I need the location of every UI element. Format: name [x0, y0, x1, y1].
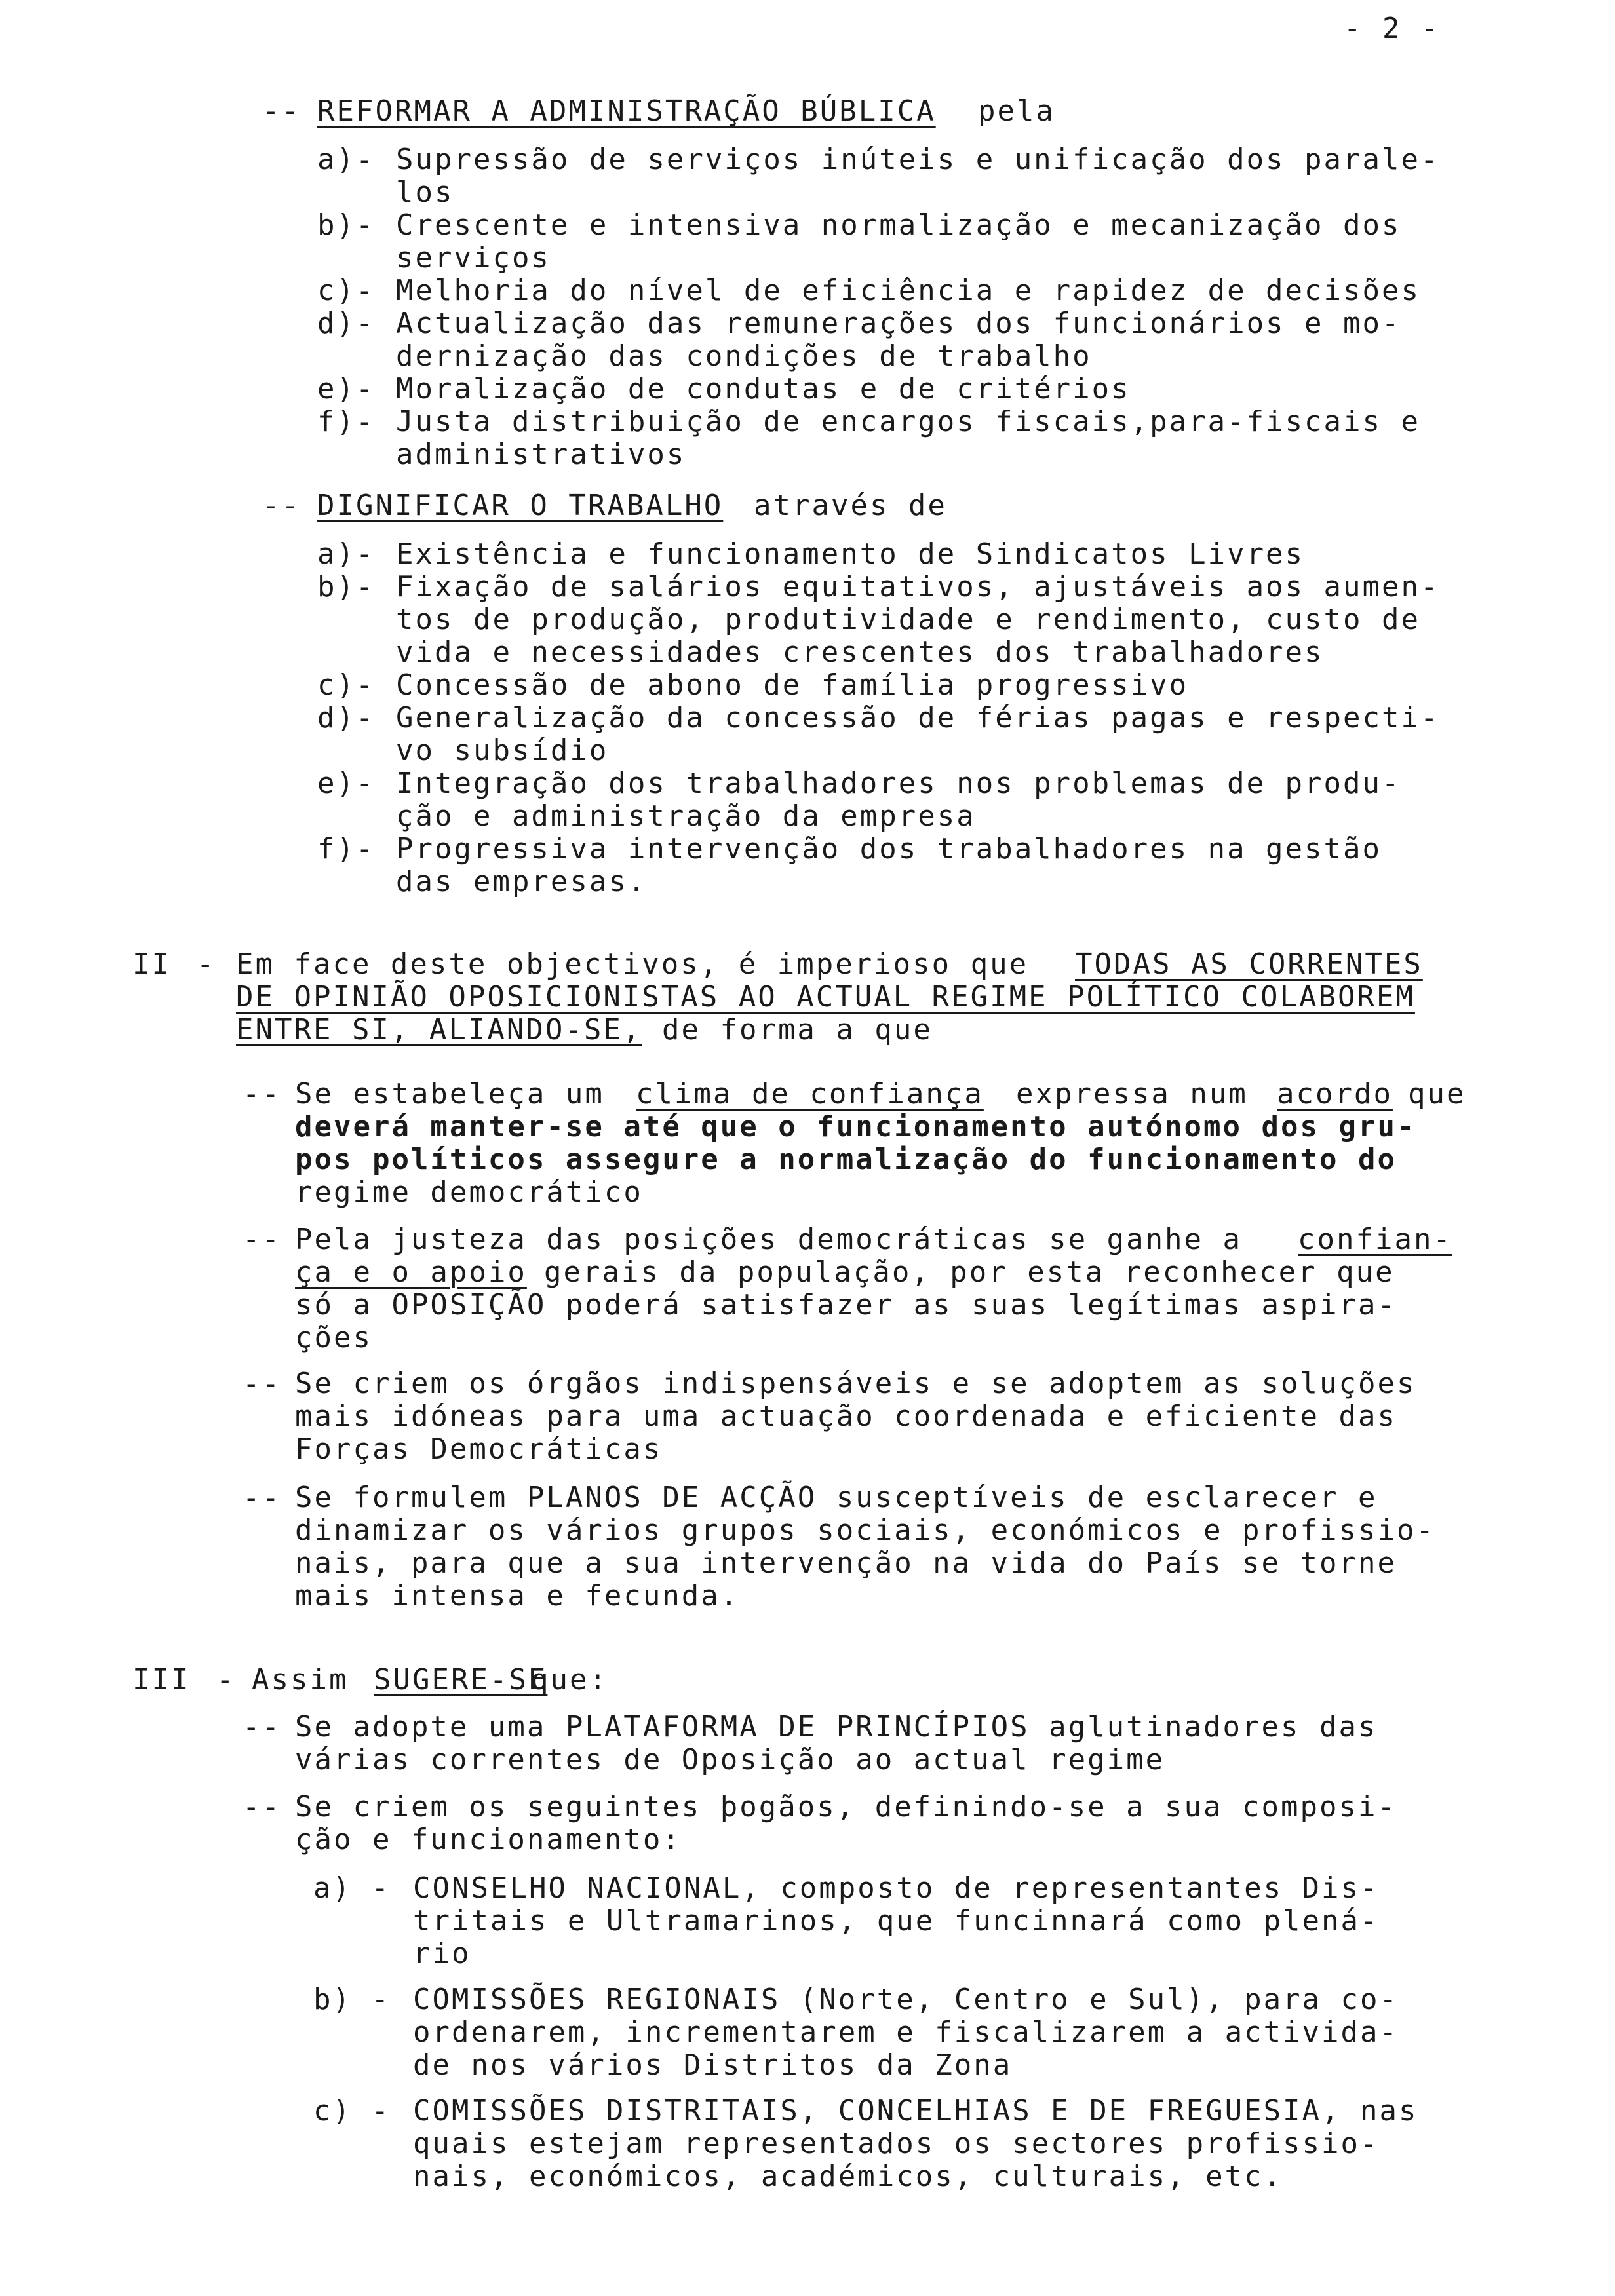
bullet-text: só a OPOSIÇÃO poderá satisfazer as suas legítimas aspira-: [295, 1288, 1397, 1322]
list-item-text: Justa distribuição de encargos fiscais,para-fiscais e: [396, 405, 1420, 438]
list-item-text: Concessão de abono de família progressivo: [396, 668, 1189, 702]
list-item-text: Melhoria do nível de eficiência e rapidez de decisões: [396, 274, 1420, 307]
bullet-text-emphasis: ça e o apoio: [295, 1255, 527, 1289]
section-separator: -: [216, 1663, 236, 1696]
sub-item-text: CONSELHO NACIONAL, composto de representantes Dis-: [413, 1871, 1380, 1905]
sub-item-letter: c) -: [313, 2094, 391, 2128]
sub-item-text: ordenarem, incrementarem e fiscalizarem a activida-: [413, 2016, 1399, 2049]
bullet-dash: --: [243, 1790, 281, 1824]
bullet-text: Se criem os seguintes þogãos, definindo-se a sua composi-: [295, 1790, 1397, 1824]
bullet-text: Se formulem PLANOS DE ACÇÃO susceptíveis de esclarecer e: [295, 1481, 1378, 1514]
list-item-letter: e)-: [317, 767, 376, 800]
bullet-dash: --: [243, 1077, 281, 1111]
bullet-text: dinamizar os vários grupos sociais, económicos e profissio-: [295, 1514, 1435, 1547]
sub-item-letter: a) -: [313, 1871, 391, 1905]
bullet-text: regime democrático: [295, 1176, 643, 1209]
reformar-dash: --: [262, 94, 301, 128]
list-item-text: Crescente e intensiva normalização e mecanização dos: [396, 208, 1401, 242]
page-number: - 2 -: [1344, 12, 1441, 45]
list-item-text: los: [396, 176, 454, 209]
bullet-text: ções: [295, 1321, 372, 1354]
bullet-text-emphasis: acordo: [1277, 1077, 1393, 1111]
bullet-dash: --: [243, 1481, 281, 1514]
list-item-text: Actualização das remunerações dos funcionários e mo-: [396, 307, 1401, 340]
list-item-letter: a)-: [317, 143, 376, 176]
bullet-dash: --: [243, 1710, 281, 1744]
bullet-text: nais, para que a sua intervenção na vida do País se torne: [295, 1546, 1397, 1580]
list-item-text: Fixação de salários equitativos, ajustáveis aos aumen-: [396, 570, 1440, 603]
bullet-text: expressa num: [1016, 1077, 1248, 1111]
list-item-text: dernização das condições de trabalho: [396, 339, 1092, 373]
bullet-text: mais intensa e fecunda.: [295, 1579, 740, 1613]
sub-item-text: COMISSÕES DISTRITAIS, CONCELHIAS E DE FREGUESIA, nas: [413, 2094, 1418, 2128]
bullet-text: Se estabeleça um: [295, 1077, 604, 1111]
list-item-text: Moralização de condutas e de critérios: [396, 372, 1131, 406]
bullet-text: deverá manter-se até que o funcionamento autónomo dos gru-: [295, 1110, 1416, 1143]
dignificar-dash: --: [262, 489, 301, 522]
list-item-letter: e)-: [317, 372, 376, 406]
bullet-text: gerais da população, por esta reconhecer que: [544, 1255, 1395, 1289]
section-numeral: III: [132, 1663, 191, 1696]
sub-item-text: tritais e Ultramarinos, que funcinnará como plená-: [413, 1904, 1380, 1938]
list-item-letter: d)-: [317, 701, 376, 735]
list-item-text: Integração dos trabalhadores nos problemas de produ-: [396, 767, 1401, 800]
sub-item-letter: b) -: [313, 1983, 391, 2016]
list-item-text: Existência e funcionamento de Sindicatos Livres: [396, 537, 1305, 571]
bullet-text: várias correntes de Oposição ao actual regime: [295, 1743, 1165, 1776]
list-item-text: serviços: [396, 241, 551, 275]
section-2-intro-emphasis: TODAS AS CORRENTES: [1075, 947, 1423, 981]
bullet-text: pos políticos assegure a normalização do funcionamento do: [295, 1143, 1397, 1176]
bullet-dash: --: [243, 1367, 281, 1400]
section-2-intro-emphasis: DE OPINIÃO OPOSICIONISTAS AO ACTUAL REGIME POLÍTICO COLABOREM: [236, 980, 1415, 1014]
list-item-text: administrativos: [396, 438, 686, 471]
list-item-text: Generalização da concessão de férias pagas e respecti-: [396, 701, 1440, 735]
section-2-intro: Em face deste objectivos, é imperioso que: [236, 947, 1029, 981]
sub-item-text: quais estejam representados os sectores profissio-: [413, 2127, 1380, 2160]
reformar-heading: REFORMAR A ADMINISTRAÇÃO BÚBLICA: [317, 94, 936, 128]
bullet-text-emphasis: confian-: [1298, 1223, 1452, 1256]
section-separator: -: [197, 947, 216, 981]
list-item-letter: c)-: [317, 274, 376, 307]
list-item-letter: b)-: [317, 570, 376, 603]
list-item-text: vo subsídio: [396, 734, 609, 767]
bullet-text: Se adopte uma PLATAFORMA DE PRINCÍPIOS aglutinadores das: [295, 1710, 1378, 1744]
sub-item-text: rio: [413, 1937, 471, 1970]
bullet-text: ção e funcionamento:: [295, 1823, 682, 1856]
bullet-text: Pela justeza das posições democráticas se ganhe a: [295, 1223, 1243, 1256]
bullet-text: mais idóneas para uma actuação coordenada e eficiente das: [295, 1400, 1397, 1433]
list-item-text: Supressão de serviços inúteis e unificação dos parale-: [396, 143, 1440, 176]
list-item-letter: b)-: [317, 208, 376, 242]
list-item-text: das empresas.: [396, 865, 648, 898]
reformar-suffix: pela: [978, 94, 1055, 128]
list-item-letter: c)-: [317, 668, 376, 702]
list-item-letter: f)-: [317, 405, 376, 438]
section-3-intro: que:: [531, 1663, 608, 1696]
list-item-text: Progressiva intervenção dos trabalhadores na gestão: [396, 832, 1382, 866]
sub-item-text: nais, económicos, académicos, culturais, etc.: [413, 2160, 1283, 2193]
list-item-letter: d)-: [317, 307, 376, 340]
sub-item-text: de nos vários Distritos da Zona: [413, 2048, 1013, 2082]
dignificar-heading: DIGNIFICAR O TRABALHO: [317, 489, 724, 522]
sub-item-text: COMISSÕES REGIONAIS (Norte, Centro e Sul), para co-: [413, 1983, 1399, 2016]
list-item-text: tos de produção, produtividade e rendimento, custo de: [396, 603, 1420, 636]
section-numeral: II: [132, 947, 171, 981]
bullet-text: Forças Democráticas: [295, 1432, 663, 1466]
list-item-letter: a)-: [317, 537, 376, 571]
bullet-dash: --: [243, 1223, 281, 1256]
list-item-text: ção e administração da empresa: [396, 799, 976, 833]
bullet-text: Se criem os órgãos indispensáveis e se adoptem as soluções: [295, 1367, 1416, 1400]
bullet-text: que: [1408, 1077, 1466, 1111]
bullet-text-emphasis: clima de confiança: [636, 1077, 984, 1111]
section-2-intro: de forma a que: [662, 1013, 933, 1046]
list-item-letter: f)-: [317, 832, 376, 866]
section-3-intro: Assim: [252, 1663, 349, 1696]
section-2-intro-emphasis: ENTRE SI, ALIANDO-SE,: [236, 1013, 642, 1046]
list-item-text: vida e necessidades crescentes dos trabalhadores: [396, 636, 1324, 669]
dignificar-suffix: através de: [754, 489, 947, 522]
section-3-intro-emphasis: SUGERE-SE: [374, 1663, 548, 1696]
